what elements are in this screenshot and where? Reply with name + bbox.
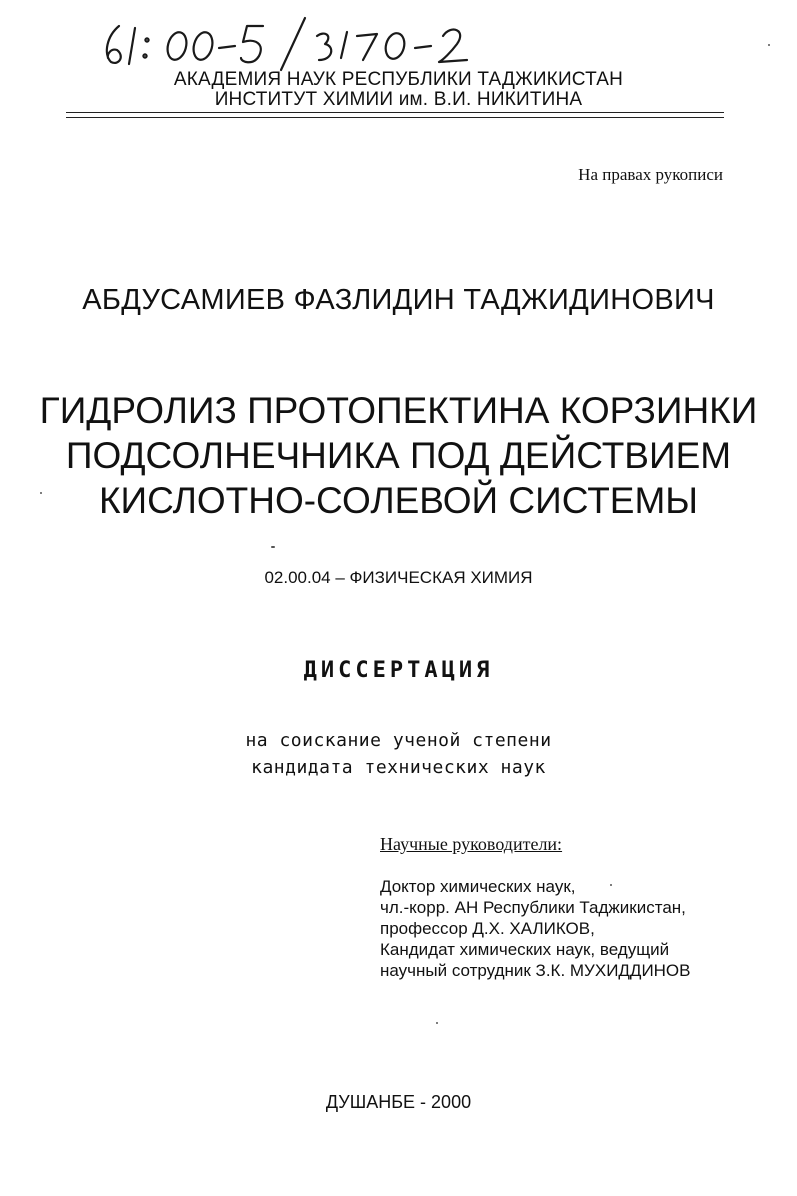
- scan-speck: [768, 44, 770, 46]
- supervisors-list: [380, 876, 691, 981]
- title-line: КИСЛОТНО-СОЛЕВОЙ СИСТЕМЫ: [98, 480, 699, 521]
- academy-name: АКАДЕМИЯ НАУК РЕСПУБЛИКИ ТАДЖИКИСТАН: [173, 69, 624, 90]
- supervisors-heading: Научные руководители:: [380, 834, 563, 854]
- header-rule-top: [66, 112, 724, 113]
- author-name: АБДУСАМИЕВ ФАЗЛИДИН ТАДЖИДИНОВИЧ: [82, 284, 715, 316]
- city-year: ДУШАНБЕ - 2000: [325, 1092, 472, 1112]
- document-type: ДИССЕРТАЦИЯ: [303, 658, 494, 683]
- supervisor-line: профессор Д.Х. ХАЛИКОВ,: [380, 919, 595, 938]
- header-rule-bottom: [66, 117, 724, 118]
- handwritten-catalog-number: [95, 14, 515, 74]
- manuscript-note: На правах рукописи: [578, 165, 723, 184]
- supervisor-line: научный сотрудник З.К. МУХИДДИНОВ: [380, 961, 691, 980]
- degree-statement: [0, 727, 797, 781]
- scan-speck: [40, 492, 42, 494]
- specialty-code: 02.00.04 – ФИЗИЧЕСКАЯ ХИМИЯ: [264, 568, 533, 587]
- degree-line: кандидата технических наук: [251, 757, 546, 778]
- institute-name: ИНСТИТУТ ХИМИИ им. В.И. НИКИТИНА: [214, 89, 583, 110]
- supervisor-line: чл.-корр. АН Республики Таджикистан,: [380, 898, 686, 917]
- title-line: ГИДРОЛИЗ ПРОТОПЕКТИНА КОРЗИНКИ: [39, 390, 758, 431]
- scan-speck: [436, 1022, 438, 1024]
- degree-line: на соискание ученой степени: [245, 730, 552, 751]
- scan-speck: [610, 884, 612, 886]
- scan-speck: [271, 546, 275, 548]
- supervisor-line: Кандидат химических наук, ведущий: [380, 940, 670, 959]
- dissertation-title: [0, 388, 797, 523]
- title-line: ПОДСОЛНЕЧНИКА ПОД ДЕЙСТВИЕМ: [65, 435, 732, 476]
- supervisor-line: Доктор химических наук,: [380, 877, 576, 896]
